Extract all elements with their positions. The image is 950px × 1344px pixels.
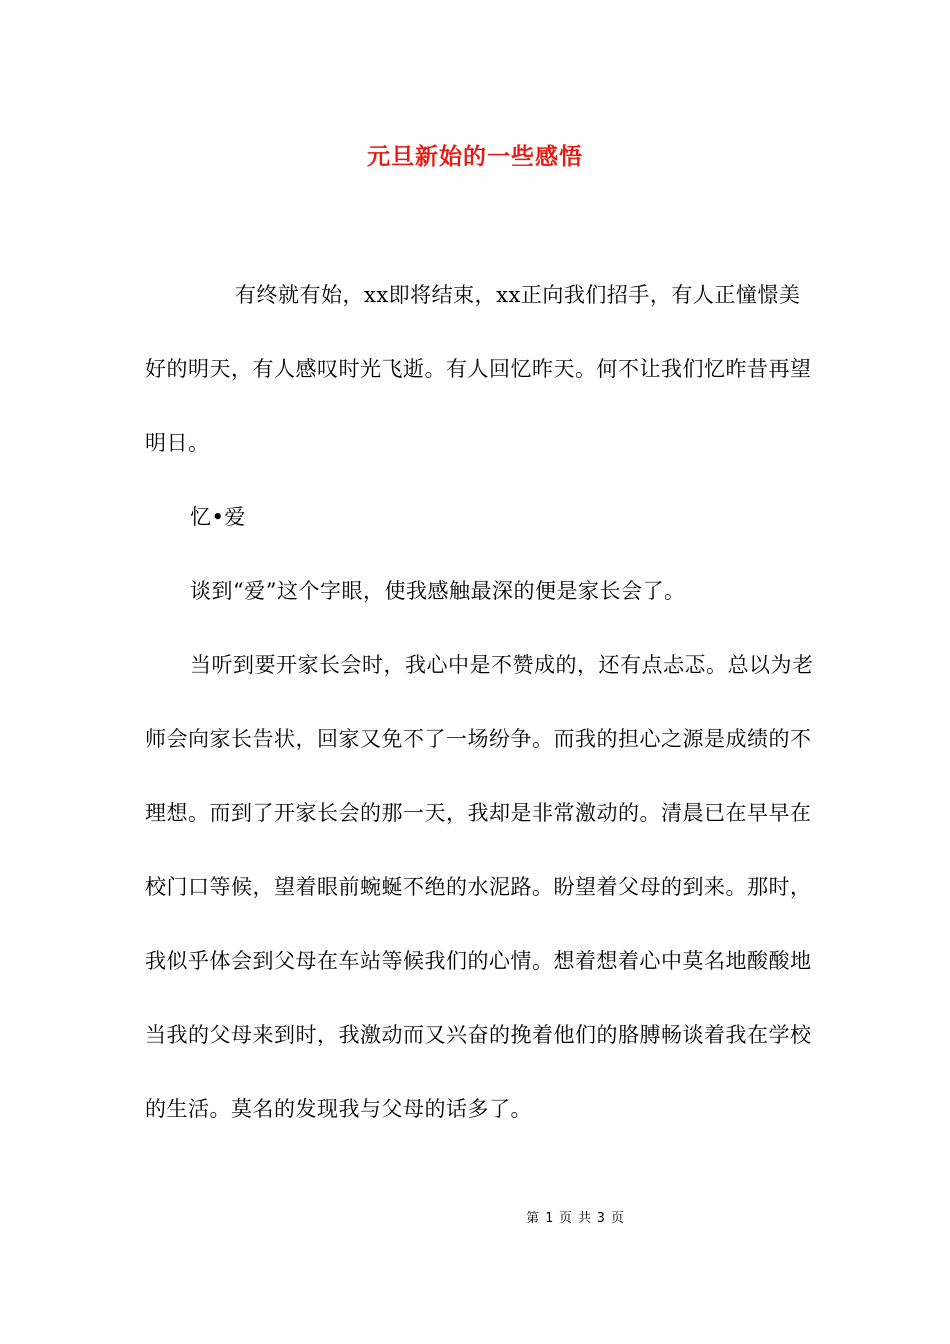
section-heading: 忆•爱 — [190, 505, 246, 529]
paragraph-intro: 有终就有始，xx即将结束，xx正向我们招手，有人正憧憬美好的明天，有人感叹时光飞逝。有人回忆昨天。何不让我们忆昨昔再望明日。 — [145, 283, 812, 455]
footer-page-unit: 页 — [558, 1211, 572, 1226]
paragraph-parent-meeting: 当听到要开家长会时，我心中是不赞成的，还有点忐忑。总以为老师会向家长告状，回家又免不了一场纷争。而我的担心之源是成绩的不理想。而到了开家长会的那一天，我却是非常激动的。清晨已在早早在校门口等候，望着眼前蜿蜒不绝的水泥路。盼望着父母的到来。那时，我似乎体会到父母在车站等候我们的心情。想着想着心中莫名地酸酸地当我的父母来到时，我激动而又兴奋的挽着他们的胳膊畅谈着我在学校的生活。莫名的发现我与父母的话多了。 — [145, 653, 814, 1121]
paragraph-love-intro: 谈到“爱”这个字眼，使我感触最深的便是家长会了。 — [190, 579, 686, 603]
document-title: 元旦新始的一些感悟 — [367, 143, 583, 170]
footer-total-pages: 3 — [597, 1211, 605, 1226]
footer-page-number: 1 — [545, 1211, 553, 1226]
footer-total-prefix: 共 — [578, 1211, 592, 1226]
footer-total-unit: 页 — [610, 1211, 624, 1226]
footer-prefix: 第 — [526, 1211, 540, 1226]
page-footer — [0, 1207, 950, 1226]
